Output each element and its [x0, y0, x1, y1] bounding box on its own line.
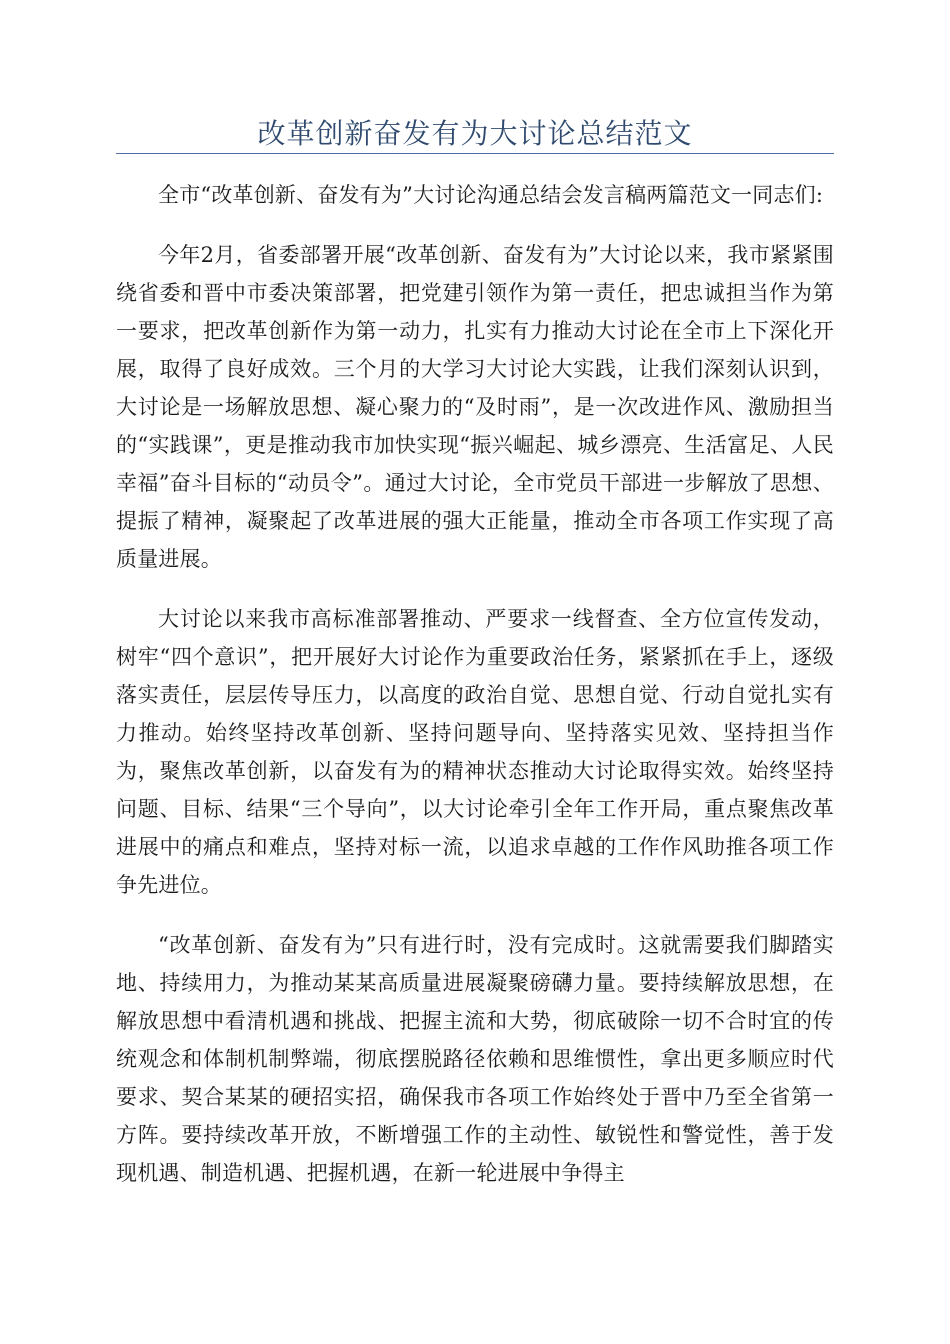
paragraph-4: “改革创新、奋发有为”只有进行时，没有完成时。这就需要我们脚踏实地、持续用力，为推动某某高质量进展凝聚磅礴力量。要持续解放思想，在解放思想中看清机遇和挑战、把握主流和大势，彻底破除一切不合时宜的传统观念和体制机制弊端，彻底摆脱路径依赖和思维惯性，拿出更多顺应时代要求、契合某某的硬招实招，确保我市各项工作始终处于晋中乃至全省第一方阵。要持续改革开放，不断增强工作的主动性、敏锐性和警觉性，善于发现机遇、制造机遇、把握机遇，在新一轮进展中争得主	[116, 933, 834, 1185]
paragraph-3: 大讨论以来我市高标准部署推动、严要求一线督查、全方位宣传发动，树牢“四个意识”，把开展好大讨论作为重要政治任务，紧紧抓在手上，逐级落实责任，层层传导压力，以高度的政治自觉、思想自觉、行动自觉扎实有力推动。始终坚持改革创新、坚持问题导向、坚持落实见效、坚持担当作为，聚焦改革创新，以奋发有为的精神状态推动大讨论取得实效。始终坚持问题、目标、结果“三个导向”，以大讨论牵引全年工作开局，重点聚焦改革进展中的痛点和难点，坚持对标一流，以追求卓越的工作作风助推各项工作争先进位。	[116, 607, 834, 897]
document-title: 改革创新奋发有为大讨论总结范文	[257, 117, 693, 150]
paragraph-2: 今年2月，省委部署开展“改革创新、奋发有为”大讨论以来，我市紧紧围绕省委和晋中市委决策部署，把党建引领作为第一责任，把忠诚担当作为第一要求，把改革创新作为第一动力，扎实有力推动大讨论在全市上下深化开展，取得了良好成效。三个月的大学习大讨论大实践，让我们深刻认识到，大讨论是一场解放思想、凝心聚力的“及时雨”，是一次改进作风、激励担当的“实践课”，更是推动我市加快实现“振兴崛起、城乡漂亮、生活富足、人民幸福”奋斗目标的“动员令”。通过大讨论，全市党员干部进一步解放了思想、提振了精神，凝聚起了改革进展的强大正能量，推动全市各项工作实现了高质量进展。	[116, 243, 834, 571]
paragraph-1: 全市“改革创新、奋发有为”大讨论沟通总结会发言稿两篇范文一同志们:	[158, 183, 824, 207]
document-body	[116, 176, 834, 1214]
title-underline	[116, 153, 834, 154]
